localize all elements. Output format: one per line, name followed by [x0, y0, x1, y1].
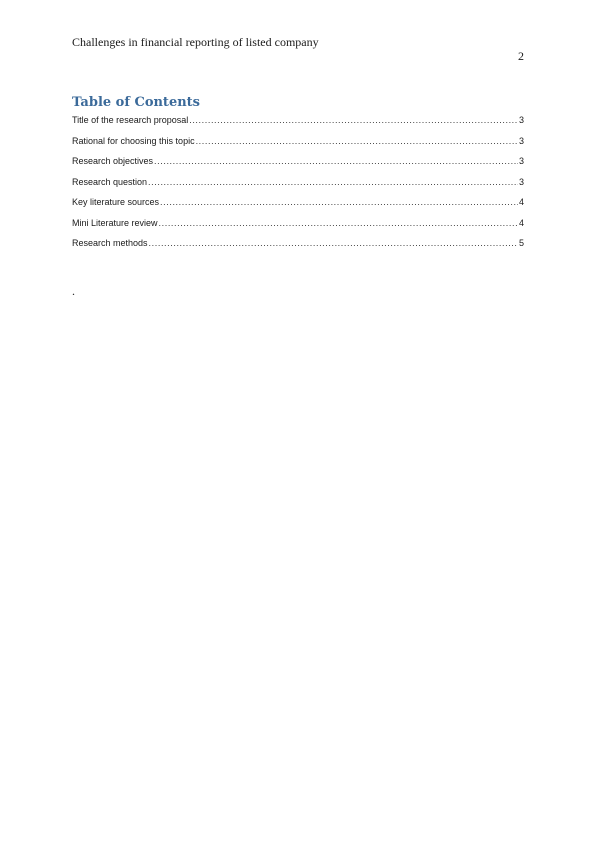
- toc-dot-leader: [196, 136, 518, 146]
- body-text-period: .: [72, 284, 75, 298]
- toc-entry-page[interactable]: 4: [518, 217, 524, 228]
- toc-heading: Table of Contents: [72, 95, 200, 110]
- toc-dot-leader: [154, 156, 518, 166]
- toc-entry-title[interactable]: Research methods: [72, 238, 148, 248]
- toc-dot-leader: [148, 177, 518, 187]
- toc-dot-leader: [160, 197, 518, 207]
- toc-dot-leader: [159, 218, 518, 228]
- toc-entry-title[interactable]: Research question: [72, 176, 148, 187]
- toc-entry-key-literature-sources[interactable]: [72, 197, 524, 218]
- toc-entry-title-of-research-proposal[interactable]: [72, 115, 524, 136]
- toc-entry-research-objectives[interactable]: [72, 156, 524, 177]
- toc-entry-page[interactable]: 4: [518, 197, 524, 207]
- toc-entry-page[interactable]: 3: [518, 135, 524, 146]
- toc-entry-page[interactable]: 3: [518, 115, 524, 125]
- toc-entry-title[interactable]: Rational for choosing this topic: [72, 135, 195, 146]
- toc-entry-mini-literature-review[interactable]: [72, 218, 524, 239]
- toc-entry-title[interactable]: Title of the research proposal: [72, 115, 189, 125]
- toc-entry-rational-for-topic[interactable]: [72, 136, 524, 157]
- toc-entry-title[interactable]: Mini Literature review: [72, 217, 158, 228]
- toc-entry-page[interactable]: 3: [518, 156, 524, 166]
- toc-entry-page[interactable]: 3: [518, 176, 524, 187]
- toc-entry-title[interactable]: Key literature sources: [72, 197, 160, 207]
- page-number: 2: [518, 49, 524, 63]
- toc-dot-leader: [149, 238, 518, 248]
- running-header-title: Challenges in financial reporting of listed company: [72, 35, 319, 49]
- toc-entry-research-methods[interactable]: [72, 238, 524, 259]
- toc-entry-page[interactable]: 5: [518, 238, 524, 248]
- toc-entry-research-question[interactable]: [72, 177, 524, 198]
- table-of-contents: [72, 115, 524, 259]
- toc-entry-title[interactable]: Research objectives: [72, 156, 154, 166]
- toc-dot-leader: [189, 115, 518, 125]
